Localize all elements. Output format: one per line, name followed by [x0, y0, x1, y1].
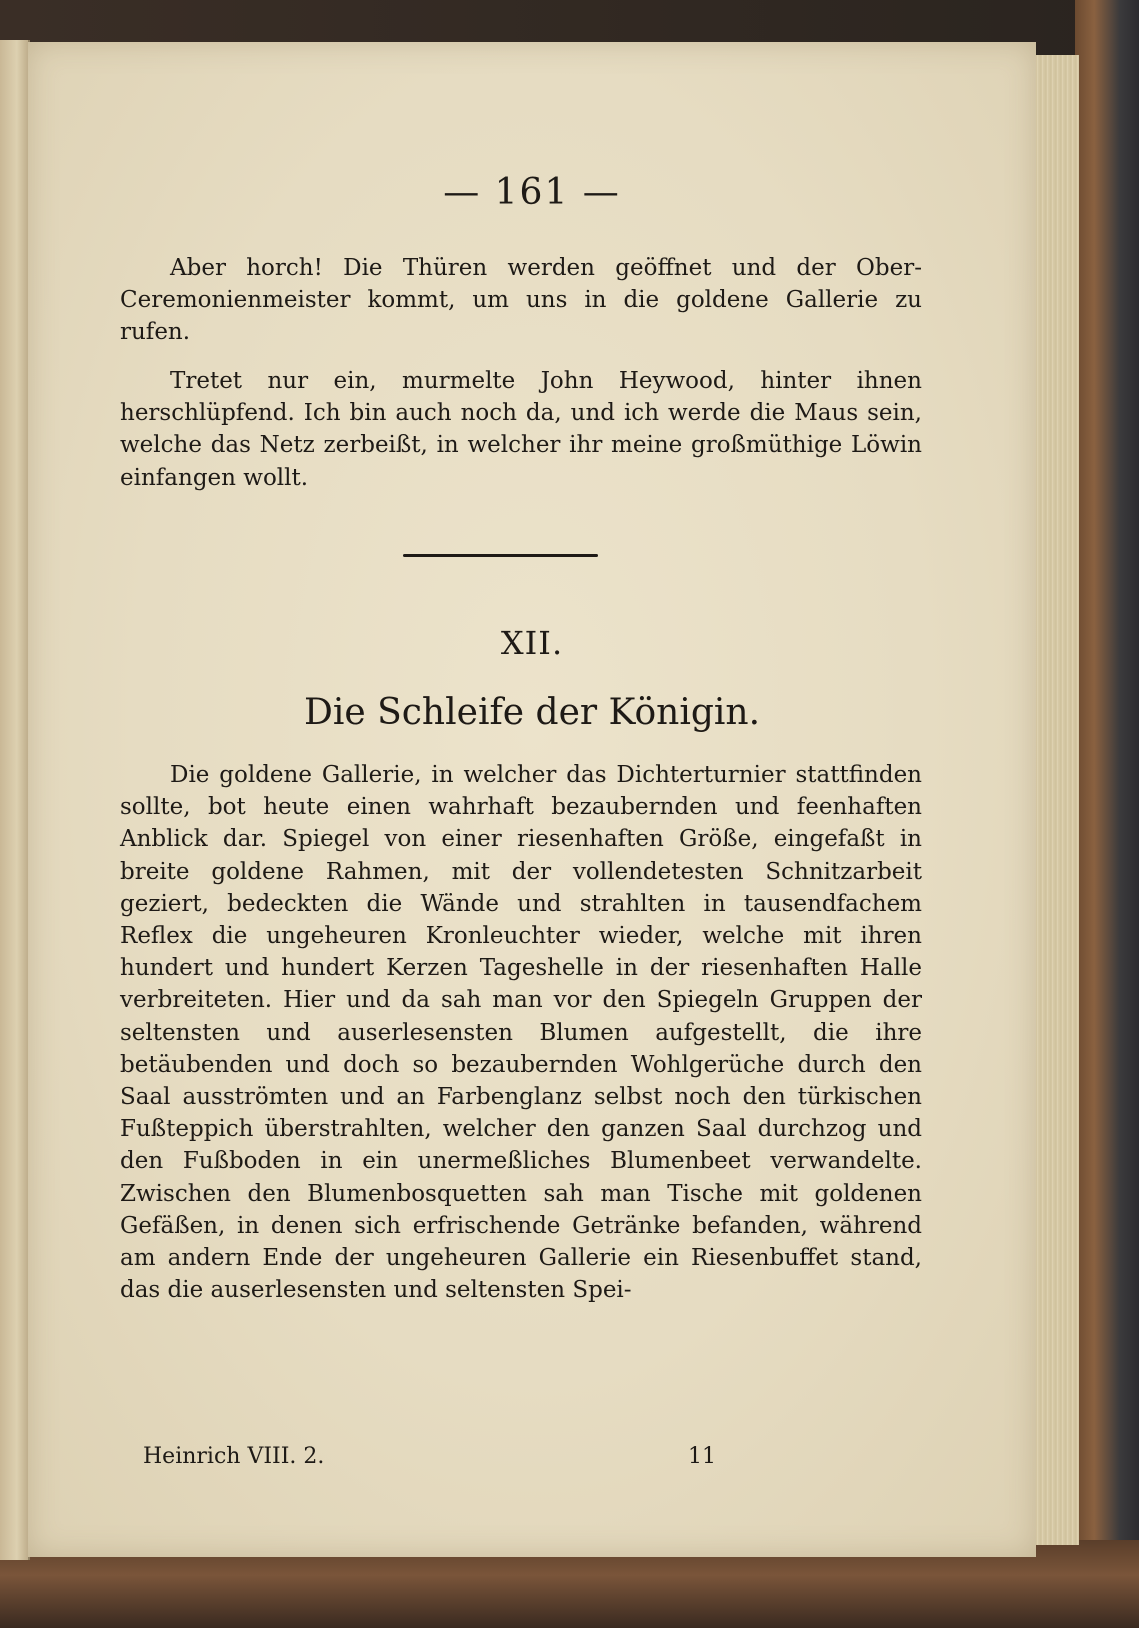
- paragraph-1: Aber horch! Die Thüren werden geöffnet und der Ober-Ceremonienmeister kommt, um uns in die goldene Gallerie zu rufen.: [120, 255, 922, 346]
- footer-signature: Heinrich VIII. 2.: [143, 1444, 325, 1469]
- section-divider: [403, 554, 598, 557]
- book-cover-right: [1075, 0, 1139, 1628]
- paragraph-2: Tretet nur ein, murmelte John Heywood, hinter ihnen herschlüpfend. Ich bin auch noch da, und ich werde die Maus sein, welche das Netz zerbeißt, in welcher ihr meine großmüthige Löwin einfangen wollt.: [120, 368, 922, 491]
- chapter-title: Die Schleife der Königin.: [303, 692, 761, 733]
- footer-sheet-number: 11: [688, 1444, 716, 1469]
- chapter-number: XII.: [500, 624, 564, 662]
- facing-page-edge: [0, 40, 30, 1560]
- page-number-header: — 161 —: [443, 172, 621, 213]
- page-stack: [1032, 55, 1079, 1545]
- paragraph-3: Die goldene Gallerie, in welcher das Dichterturnier stattfinden sollte, bot heute einen wahrhaft bezaubernden und feenhaften Anblick dar. Spiegel von einer riesenhaften Größe, eingefaßt in breite goldene Rahmen, mit der vollendetesten Schnitzarbeit geziert, bedeckten die Wände und strahlten in tausendfachem Reflex die ungeheuren Kronleuchter wieder, welche mit ihren hundert und hundert Kerzen Tageshelle in der riesenhaften Halle verbreiteten. Hier und da sah man vor den Spiegeln Gruppen der seltensten und auserlesensten Blumen aufgestellt, die ihre betäubenden und doch so bezaubernden Wohlgerüche durch den Saal ausströmten und an Farbenglanz selbst noch den türkischen Fußteppich überstrahlten, welcher den ganzen Saal durchzog und den Fußboden in ein unermeßliches Blumenbeet verwandelte. Zwischen den Blumenbosquetten sah man Tische mit goldenen Gefäßen, in denen sich erfrischende Getränke befanden, während am andern Ende der ungeheuren Gallerie ein Riesenbuffet stand, das die auserlesensten und seltensten Spei-: [120, 762, 922, 1304]
- book-page: [28, 42, 1036, 1557]
